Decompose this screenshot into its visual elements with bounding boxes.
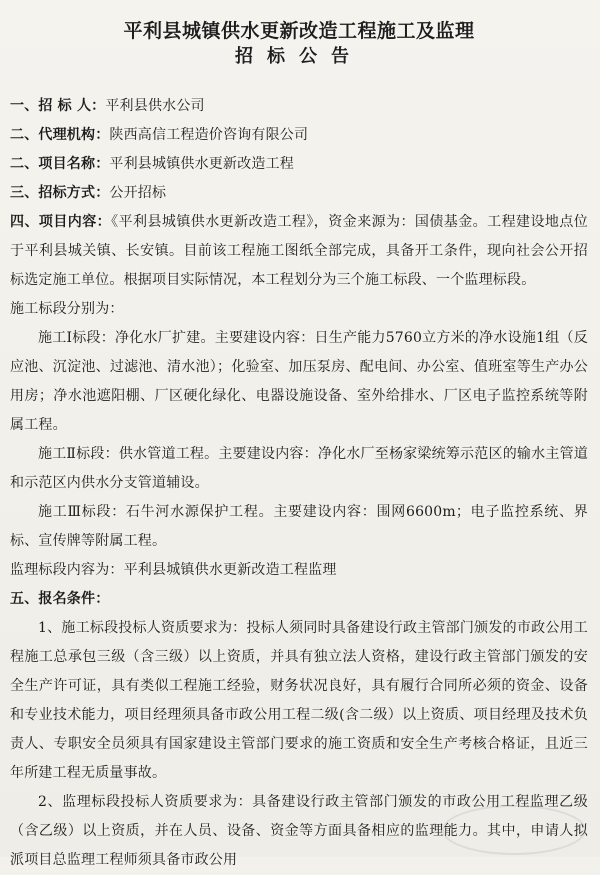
registration-heading-row xyxy=(10,585,588,614)
tender-method-label: 三、招标方式： xyxy=(10,185,110,201)
project-content-text: 《平利县城镇供水更新改造工程》，资金来源为：国债基金。工程建设地点位于平利县城关镇、长安镇。目前该工程施工图纸全部完成，具备开工条件，现向社会公开招标选定施工单位。根据项目实际情况，本工程划分为三个施工标段、一个监理标段。 xyxy=(10,214,588,288)
tenderer-row xyxy=(10,92,588,121)
condition-1-paragraph: 1、施工标段投标人资质要求为：投标人须同时具备建设行政主管部门颁发的市政公用工程施工总承包三级（含三级）以上资质，并具有独立法人资格，建设行政主管部门颁发的安全生产许可证，具有类似工程施工经验，财务状况良好，具有履行合同所必须的资金、设备和专业技术能力，项目经理须具备市政公用工程二级(含二级）以上资质、项目经理及技术负责人、专职安全员须具有国家建设主管部门要求的施工资质和安全生产考核合格证，且近三年所建工程无质量事故。 xyxy=(10,620,588,781)
watermark-stamp xyxy=(442,805,586,855)
lots-intro: 施工标段分别为： xyxy=(10,301,124,317)
project-name-label: 二、项目名称： xyxy=(10,156,110,172)
registration-label: 五、报名条件： xyxy=(10,591,110,607)
project-content-label: 四、项目内容： xyxy=(10,214,112,230)
project-name-row xyxy=(10,150,588,179)
project-content-paragraph xyxy=(10,208,588,295)
condition-2-paragraph: 2、监理标段投标人资质要求为：具备建设行政主管部门颁发的市政公用工程监理乙级（含乙级）以上资质，并在人员、设备、资金等方面具备相应的监理能力。其中，申请人拟派项目总监理工程师须具备市政公用 xyxy=(10,794,588,868)
project-name-value: 平利县城镇供水更新改造工程 xyxy=(109,156,295,172)
agency-label: 二、代理机构： xyxy=(10,127,110,143)
lot-2-paragraph: 施工Ⅱ标段：供水管道工程。主要建设内容：净化水厂至杨家梁统筹示范区的输水主管道和示范区内供水分支管道辅设。 xyxy=(10,446,588,491)
agency-row xyxy=(10,121,588,150)
document-title: 平利县城镇供水更新改造工程施工及监理 xyxy=(123,20,475,42)
lot-3-paragraph: 施工Ⅲ标段：石牛河水源保护工程。主要建设内容：围网6600m；电子监控系统、界标、宣传牌等附属工程。 xyxy=(10,504,588,549)
tender-method-row xyxy=(10,179,588,208)
lot-1-paragraph: 施工Ⅰ标段：净化水厂扩建。主要建设内容：日生产能力5760立方米的净水设施1组（反应池、沉淀池、过滤池、清水池）；化验室、加压泵房、配电间、办公室、值班室等生产办公用房；净水池遮阳棚、厂区硬化绿化、电器设施设备、室外给排水、厂区电子监控系统等附属工程。 xyxy=(10,330,588,433)
supervision-lot: 监理标段内容为：平利县城镇供水更新改造工程监理 xyxy=(10,562,337,578)
tenderer-value: 平利县供水公司 xyxy=(105,98,205,114)
tender-method-value: 公开招标 xyxy=(109,185,167,201)
agency-value: 陕西高信工程造价咨询有限公司 xyxy=(109,127,309,143)
tenderer-label: 一、招 标 人： xyxy=(10,98,106,114)
document-subtitle: 招标公告 xyxy=(235,46,363,67)
